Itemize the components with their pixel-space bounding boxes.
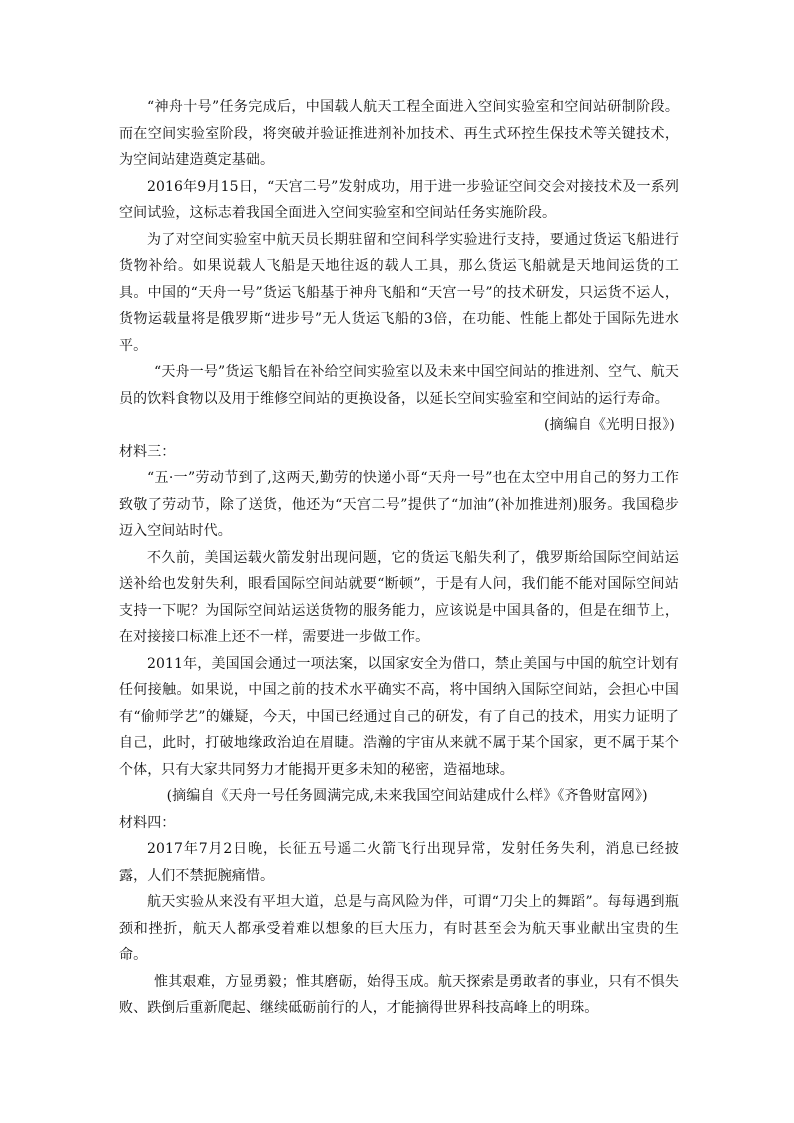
paragraph-long-march-five: 2017年7月2日晚，长征五号遥二火箭飞行出现异常，发射任务失利，消息已经披露，人们不禁扼腕痛惜。 <box>119 841 679 884</box>
material-three-heading: 材料三： <box>119 443 176 460</box>
source-citation-guangming: (摘编自《光明日报》) <box>543 417 675 433</box>
paragraph-tianzhou-purpose: “天舟一号”货运飞船旨在补给空间实验室以及未来中国空间站的推进剂、空气、航天员的饮料食物以及用于维修空间站的更换设备，以延长空间实验室和空间站的运行寿命。 <box>119 364 679 407</box>
paragraph-labor-day: “五·一”劳动节到了,这两天,勤劳的快递小哥“天舟一号”也在太空中用自己的努力工作致敬了劳动节，除了送货，他还为“天宫二号”提供了“加油”(补加推进剂)服务。我国稳步迈入空间站时代。 <box>119 470 679 539</box>
paragraph-iss-supply: 不久前，美国运载火箭发射出现问题，它的货运飞船失利了，俄罗斯给国际空间站运送补给也发射失利，眼看国际空间站就要“断顿”，于是有人问，我们能不能对国际空间站支持一下呢？为国际空间站运送货物的服务能力，应该说是中国具备的，但是在细节上，在对接接口标准上还不一样，需要进一步做工作。 <box>119 549 679 645</box>
document-body <box>119 94 679 1022</box>
paragraph-tiangong-two-launch: 2016年9月15日，“天宫二号”发射成功，用于进一步验证空间交会对接技术及一系列空间试验，这标志着我国全面进入空间实验室和空间站任务实施阶段。 <box>119 178 679 221</box>
paragraph-space-risk: 航天实验从来没有平坦大道，总是与高风险为伴，可谓“刀尖上的舞蹈”。每每遇到瓶颈和挫折，航天人都承受着难以想象的巨大压力，有时甚至会为航天事业献出宝贵的生命。 <box>119 894 679 963</box>
paragraph-2011-law: 2011年，美国国会通过一项法案，以国家安全为借口，禁止美国与中国的航空计划有任何接触。如果说，中国之前的技术水平确实不高，将中国纳入国际空间站，会担心中国有“偷师学艺”的嫌疑，今天，中国已经通过自己的研发，有了自己的技术，用实力证明了自己，此时，打破地缘政治迫在眉睫。浩瀚的宇宙从来就不属于某个国家，更不属于某个个体，只有大家共同努力才能揭开更多未知的秘密，造福地球。 <box>119 655 679 778</box>
material-four-heading: 材料四： <box>119 814 176 831</box>
paragraph-shenzhou-ten: “神舟十号”任务完成后，中国载人航天工程全面进入空间实验室和空间站研制阶段。而在空间实验室阶段，将突破并验证推进剂补加技术、再生式环控生保技术等关键技术，为空间站建造奠定基础。 <box>119 99 679 168</box>
source-citation-qilu: (摘编自《天舟一号任务圆满完成,未来我国空间站建成什么样》《齐鲁财富网》) <box>166 788 648 804</box>
paragraph-perseverance: 惟其艰难，方显勇毅；惟其磨砺，始得玉成。航天探索是勇敢者的事业，只有不惧失败、跌倒后重新爬起、继续砥砺前行的人，才能摘得世界科技高峰上的明珠。 <box>119 973 679 1016</box>
paragraph-cargo-supply: 为了对空间实验室中航天员长期驻留和空间科学实验进行支持，要通过货运飞船进行货物补给。如果说载人飞船是天地往返的载人工具，那么货运飞船就是天地间运货的工具。中国的“天舟一号”货运飞船基于神舟飞船和“天宫一号”的技术研发，只运货不运人，货物运载量将是俄罗斯“进步号”无人货运飞船的3倍，在功能、性能上都处于国际先进水平。 <box>119 231 679 354</box>
